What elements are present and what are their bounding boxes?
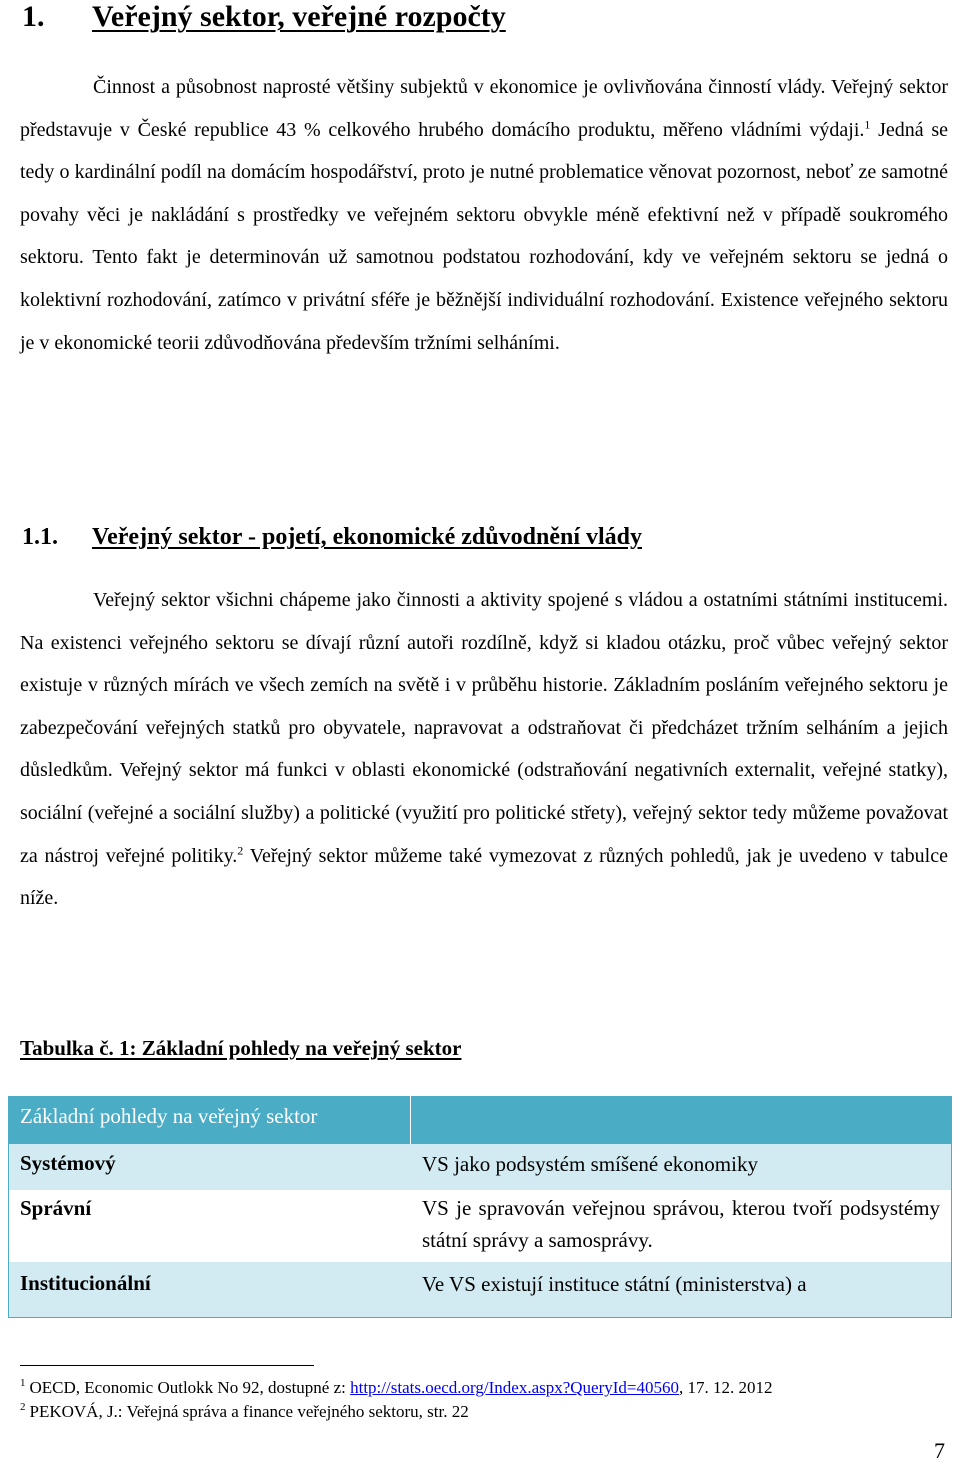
table-row xyxy=(8,1262,952,1318)
chapter-number: 1. xyxy=(22,0,45,33)
footnote-mark: 2 xyxy=(20,1401,26,1414)
paragraph-text: Veřejný sektor můžeme také vymezovat z různých pohledů, jak je uvedeno v tabulce níže. xyxy=(20,844,948,910)
row-label: Institucionální xyxy=(20,1271,151,1295)
row-text: VS je spravován veřejnou správou, kterou tvoří podsystémy státní správy a samosprávy. xyxy=(422,1196,940,1252)
footnote-text: OECD, Economic Outlokk No 92, dostupné z: xyxy=(29,1378,351,1397)
section-number: 1.1. xyxy=(22,524,58,550)
row-label: Správní xyxy=(20,1196,92,1220)
row-label: Systémový xyxy=(20,1151,116,1175)
footnote-link[interactable]: http://stats.oecd.org/Index.aspx?QueryId=40560 xyxy=(350,1378,680,1397)
footnote-text: PEKOVÁ, J.: Veřejná správa a finance veřejného sektoru, str. 22 xyxy=(29,1402,469,1421)
page-number: 7 xyxy=(934,1438,945,1463)
row-text: VS jako podsystém smíšené ekonomiky xyxy=(422,1152,758,1176)
footnote-separator xyxy=(20,1365,314,1366)
paragraph-intro xyxy=(20,66,948,364)
table-left-border xyxy=(8,1096,9,1318)
footnote-1 xyxy=(20,1378,773,1398)
footnote-text: , 17. 12. 2012 xyxy=(679,1378,773,1397)
views-table xyxy=(8,1096,952,1318)
paragraph-section xyxy=(20,579,948,920)
paragraph-text: Jedná se tedy o kardinální podíl na domácím hospodářství, proto je nutné problematice věnovat pozornost, neboť ze samotné povahy věci je nakládání s prostředky ve veřejném sektoru obvykle méně efektivní než v případě soukromého sektoru. Tento fakt je determinován už samotnou podstatou rozhodování, kdy ve veřejném sektoru se jedná o kolektivní rozhodování, zatímco v privátní sféře je běžnější individuální rozhodování. Existence veřejného sektoru je v ekonomické teorii zdůvodňována především tržními selháními. xyxy=(20,118,948,354)
row-text: Ve VS existují instituce státní (ministerstva) a xyxy=(422,1272,807,1296)
table-right-border xyxy=(951,1096,952,1318)
paragraph-text: Činnost a působnost naprosté většiny subjektů v ekonomice je ovlivňována činností vlády. Veřejný sektor představuje v České republice 43 % celkového hrubého domácího produktu, měřeno vládními výdaji. xyxy=(20,76,948,141)
column-divider xyxy=(410,1096,411,1144)
chapter-title: Veřejný sektor, veřejné rozpočty xyxy=(92,0,506,33)
table-bottom-border xyxy=(8,1317,952,1318)
table-row xyxy=(8,1190,952,1262)
paragraph-text: Veřejný sektor všichni chápeme jako činnosti a aktivity spojené s vládou a ostatními státními institucemi. Na existenci veřejného sektoru se dívají různí autoři rozdílně, když si kladou otázku, proč vůbec veřejný sektor existuje v různých mírách ve všech zemích na světě i v průběhu historie. Základním posláním veřejného sektoru je zabezpečování veřejných statků pro obyvatele, napravovat a odstraňovat či předcházet tržním selháním a jejich důsledkům. Veřejný sektor má funkci v oblasti ekonomické (odstraňování negativních externalit, veřejné statky), sociální (veřejné a sociální služby) a politické (využití pro politické střety), veřejný sektor tedy můžeme považovat za nástroj veřejné politiky. xyxy=(20,589,948,867)
footnote-2 xyxy=(20,1402,469,1422)
section-heading xyxy=(22,524,642,551)
section-title: Veřejný sektor - pojetí, ekonomické zdůvodnění vlády xyxy=(92,524,643,550)
table-header-label: Základní pohledy na veřejný sektor xyxy=(20,1104,318,1128)
chapter-heading xyxy=(22,0,506,34)
footnote-ref[interactable]: 2 xyxy=(237,842,244,857)
table-row xyxy=(8,1144,952,1190)
table-caption: Tabulka č. 1: Základní pohledy na veřejný sektor xyxy=(20,1036,462,1060)
table-header xyxy=(8,1096,952,1144)
footnote-mark: 1 xyxy=(20,1377,26,1390)
footnote-ref[interactable]: 1 xyxy=(864,116,871,131)
